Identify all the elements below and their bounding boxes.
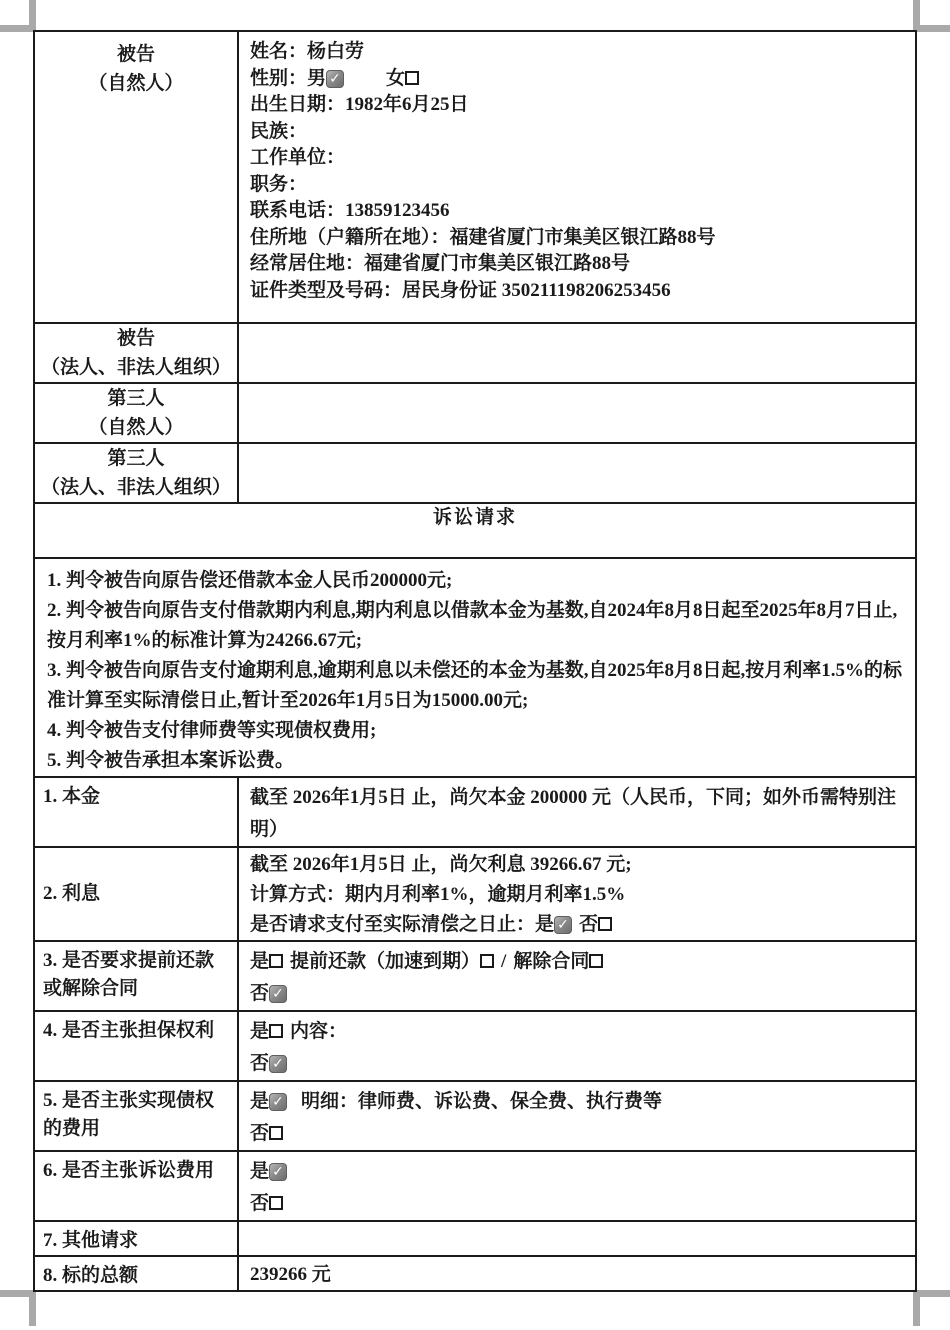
defendant-person-row bbox=[34, 31, 916, 323]
total-amount-value bbox=[238, 1256, 916, 1291]
defendant-org-row bbox=[34, 323, 916, 383]
interest-label: 2. 利息 bbox=[34, 847, 238, 941]
field-ethnicity: 民族： bbox=[250, 120, 308, 142]
litigation-no-checkbox[interactable] bbox=[269, 1196, 283, 1210]
realization-no-checkbox[interactable] bbox=[269, 1126, 283, 1140]
principal-label: 1. 本金 bbox=[34, 777, 238, 847]
early-separator: / bbox=[501, 951, 507, 972]
realization-yes-line bbox=[250, 1086, 905, 1118]
defendant-org-sublabel: （法人、非法人组织） bbox=[40, 357, 231, 378]
claims-row bbox=[34, 558, 916, 777]
gender-female-checkbox[interactable] bbox=[405, 71, 419, 85]
early-terminate-label: 解除合同 bbox=[513, 951, 590, 972]
security-no-line bbox=[250, 1048, 905, 1080]
gender-female-label: 女 bbox=[386, 67, 406, 89]
field-residence: 经常居住地：福建省厦门市集美区银江路88号 bbox=[250, 253, 631, 274]
field-name: 姓名：杨白劳 bbox=[250, 41, 365, 62]
litigation-form-table bbox=[33, 30, 917, 1292]
security-value bbox=[238, 1011, 916, 1081]
total-amount-label: 8. 标的总额 bbox=[34, 1256, 238, 1291]
interest-until-no-label: 否 bbox=[579, 914, 599, 935]
security-row bbox=[34, 1011, 916, 1081]
field-domicile: 住所地（户籍所在地）：福建省厦门市集美区银江路88号 bbox=[250, 226, 716, 248]
gender-male-checkbox[interactable] bbox=[326, 70, 344, 88]
security-yes-line bbox=[250, 1016, 905, 1048]
early-yes-checkbox[interactable] bbox=[269, 954, 283, 968]
claim-item-3: 3. 判令被告向原告支付逾期利息,逾期利息以未偿还的本金为基数,自2025年8月8日起,按月利率1.5%的标准计算至实际清偿日止,暂计至2026年1月5日为15000.00元; bbox=[47, 660, 903, 711]
total-amount-row bbox=[34, 1256, 916, 1291]
interest-until-label: 是否请求支付至实际清偿之日止：是 bbox=[250, 914, 555, 935]
early-repayment-yes-line bbox=[250, 946, 905, 978]
defendant-person-label-cell bbox=[34, 31, 238, 323]
early-terminate-checkbox[interactable] bbox=[589, 954, 603, 968]
section-title: 诉讼请求 bbox=[34, 503, 916, 558]
total-amount-text: 239266 元 bbox=[250, 1264, 331, 1285]
field-phone: 联系电话：13859123456 bbox=[250, 200, 450, 221]
interest-line2: 计算方式：期内月利率1%，逾期月利率1.5% bbox=[250, 884, 626, 905]
defendant-org-info-cell bbox=[238, 323, 916, 383]
third-party-org-label: 第三人 bbox=[107, 448, 165, 469]
early-repayment-value bbox=[238, 941, 916, 1011]
section-title-row bbox=[34, 503, 916, 558]
litigation-yes-checkbox[interactable] bbox=[269, 1163, 287, 1181]
other-claims-row bbox=[34, 1221, 916, 1256]
claim-item-1: 1. 判令被告向原告偿还借款本金人民币200000元; bbox=[47, 570, 453, 591]
realization-costs-value bbox=[238, 1081, 916, 1151]
realization-no-label: 否 bbox=[250, 1123, 270, 1144]
other-claims-value bbox=[238, 1221, 916, 1256]
defendant-person-info-cell bbox=[238, 31, 916, 323]
security-content-label: 内容： bbox=[290, 1021, 348, 1042]
interest-line1: 截至 2026年1月5日 止，尚欠利息 39266.67 元; bbox=[250, 854, 632, 875]
early-accelerate-checkbox[interactable] bbox=[480, 954, 494, 968]
check-icon: ✓ bbox=[272, 986, 284, 1002]
crop-mark-bottom-right-h bbox=[913, 1290, 950, 1297]
gender-male-label: 性别：男 bbox=[250, 67, 327, 89]
check-icon: ✓ bbox=[272, 1164, 284, 1180]
early-yes-label: 是 bbox=[250, 951, 270, 972]
interest-until-no-checkbox[interactable] bbox=[598, 917, 612, 931]
realization-detail: 明细：律师费、诉讼费、保全费、执行费等 bbox=[301, 1091, 663, 1112]
field-employer: 工作单位： bbox=[250, 147, 346, 168]
realization-yes-checkbox[interactable] bbox=[269, 1093, 287, 1111]
third-party-person-info-cell bbox=[238, 383, 916, 443]
litigation-fee-row bbox=[34, 1151, 916, 1221]
third-party-org-label-cell bbox=[34, 443, 238, 503]
third-party-org-row bbox=[34, 443, 916, 503]
interest-until-yes-checkbox[interactable] bbox=[554, 916, 572, 934]
third-party-org-info-cell bbox=[238, 443, 916, 503]
early-accelerate-label: 提前还款（加速到期） bbox=[290, 951, 481, 972]
interest-line3 bbox=[250, 910, 905, 940]
principal-value bbox=[238, 777, 916, 847]
third-party-person-row bbox=[34, 383, 916, 443]
security-yes-label: 是 bbox=[250, 1021, 270, 1042]
claim-item-4: 4. 判令被告支付律师费等实现债权费用; bbox=[47, 720, 377, 741]
principal-row bbox=[34, 777, 916, 847]
claims-cell bbox=[34, 558, 916, 777]
field-birth: 出生日期：1982年6月25日 bbox=[250, 94, 469, 115]
defendant-org-label: 被告 bbox=[116, 328, 155, 349]
litigation-yes-label: 是 bbox=[250, 1161, 270, 1182]
crop-mark-bottom-left-h bbox=[0, 1290, 36, 1297]
check-icon: ✓ bbox=[272, 1056, 284, 1072]
claim-item-2: 2. 判令被告向原告支付借款期内利息,期内利息以借款本金为基数,自2024年8月8日起至2025年8月7日止,按月利率1%的标准计算为24266.67元; bbox=[47, 600, 898, 651]
realization-no-line bbox=[250, 1118, 905, 1150]
litigation-fee-label: 6. 是否主张诉讼费用 bbox=[34, 1151, 238, 1221]
third-party-person-sublabel: （自然人） bbox=[88, 417, 184, 438]
claim-item-5: 5. 判令被告承担本案诉讼费。 bbox=[47, 750, 295, 771]
realization-costs-row bbox=[34, 1081, 916, 1151]
third-party-person-label-cell bbox=[34, 383, 238, 443]
check-icon: ✓ bbox=[329, 70, 341, 87]
defendant-person-sublabel: （自然人） bbox=[88, 73, 184, 94]
litigation-no-line bbox=[250, 1188, 905, 1220]
crop-mark-top-left-h bbox=[0, 25, 36, 32]
early-repayment-label: 3. 是否要求提前还款或解除合同 bbox=[34, 941, 238, 1011]
defendant-person-label: 被告 bbox=[116, 44, 155, 65]
early-no-checkbox[interactable] bbox=[269, 985, 287, 1003]
check-icon: ✓ bbox=[272, 1094, 284, 1110]
field-id-info: 证件类型及号码：居民身份证 350211198206253456 bbox=[250, 279, 671, 301]
third-party-org-sublabel: （法人、非法人组织） bbox=[40, 477, 231, 498]
early-no-label: 否 bbox=[250, 983, 270, 1004]
realization-yes-label: 是 bbox=[250, 1091, 270, 1112]
principal-text: 截至 2026年1月5日 止，尚欠本金 200000 元（人民币，下同；如外币需特别注明） bbox=[250, 787, 897, 840]
early-repayment-row bbox=[34, 941, 916, 1011]
litigation-yes-line bbox=[250, 1156, 905, 1188]
interest-value bbox=[238, 847, 916, 941]
security-no-label: 否 bbox=[250, 1053, 270, 1074]
check-icon: ✓ bbox=[557, 917, 569, 933]
field-position: 职务： bbox=[250, 173, 308, 195]
defendant-org-label-cell bbox=[34, 323, 238, 383]
security-label: 4. 是否主张担保权利 bbox=[34, 1011, 238, 1081]
other-claims-label: 7. 其他请求 bbox=[34, 1221, 238, 1256]
crop-mark-top-right-h bbox=[913, 25, 950, 32]
litigation-fee-value bbox=[238, 1151, 916, 1221]
field-gender bbox=[250, 66, 905, 93]
security-yes-checkbox[interactable] bbox=[269, 1024, 283, 1038]
realization-costs-label: 5. 是否主张实现债权的费用 bbox=[34, 1081, 238, 1151]
third-party-person-label: 第三人 bbox=[107, 388, 165, 409]
security-no-checkbox[interactable] bbox=[269, 1055, 287, 1073]
litigation-no-label: 否 bbox=[250, 1193, 270, 1214]
interest-row bbox=[34, 847, 916, 941]
early-repayment-no-line bbox=[250, 978, 905, 1010]
